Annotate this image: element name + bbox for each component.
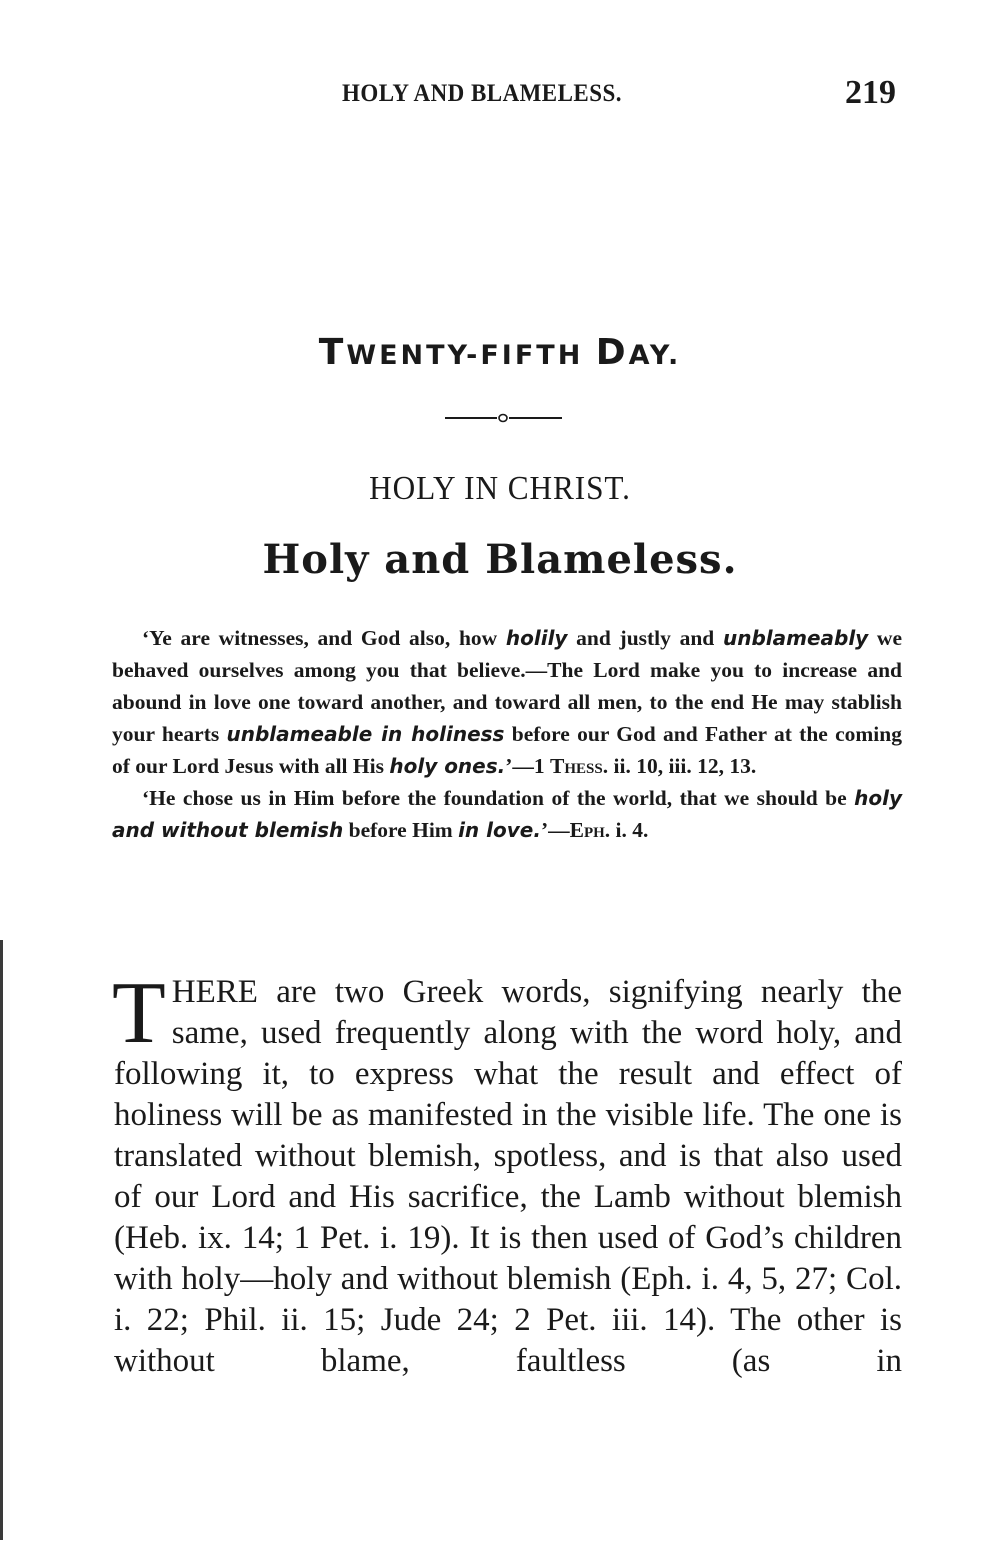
- page-edge-shadow: [0, 940, 3, 1540]
- quote-emphasis: unblameably: [722, 626, 869, 650]
- day-heading-rest-2: AY.: [628, 340, 682, 371]
- quote-text: ‘He chose us in Him before the foundation of the world, that we should be: [142, 786, 855, 810]
- drop-cap-continuation: HERE: [171, 974, 258, 1010]
- quote-text: ’—: [540, 818, 570, 842]
- epigraph-quote-2: [112, 782, 902, 846]
- epigraph-quote-1: [112, 622, 902, 782]
- running-head: HOLY AND BLAMELESS.: [342, 80, 622, 107]
- quote-text: before our God and Father at the coming of our Lord Jesus with all His: [112, 722, 902, 778]
- quote-text: ’—1: [505, 754, 551, 778]
- body-paragraph: [112, 965, 902, 1382]
- quote-text: before Him: [343, 818, 459, 842]
- quote-emphasis: unblameable in holiness: [226, 722, 505, 746]
- ornamental-divider: [445, 412, 562, 424]
- chapter-subtitle: Holy and Blameless.: [262, 536, 738, 583]
- divider-rule-icon: [445, 412, 562, 424]
- chapter-title: HOLY IN CHRIST.: [369, 470, 631, 507]
- body-text: [112, 965, 902, 1382]
- epigraph: [112, 622, 902, 846]
- day-heading-initial-1: T: [318, 332, 347, 373]
- quote-emphasis: in love.: [458, 818, 541, 842]
- quote-emphasis: holy ones.: [389, 754, 506, 778]
- drop-cap: T: [112, 965, 166, 1062]
- quote-text: and justly and: [567, 626, 723, 650]
- quote-text: ii. 10, iii. 12, 13.: [608, 754, 757, 778]
- quote-emphasis: holily: [505, 626, 568, 650]
- quote-text: ‘Ye are witnesses, and God also, how: [142, 626, 506, 650]
- day-heading: [0, 332, 1000, 373]
- scripture-reference: Eph.: [569, 818, 611, 842]
- day-heading-rest-1: WENTY-FIFTH: [346, 340, 596, 371]
- quote-emphasis: holy and without blemish: [112, 786, 902, 842]
- scripture-reference: Thess.: [550, 754, 609, 778]
- paragraph-text: are two Greek words, signifying nearly the same, used frequently along with the word holy, and following it, to express what the result and effect of holiness will be as manifested in the visible life. The one is translated without blemish, spotless, and is that also used of our Lord and His sacrifice, the Lamb without blemish (Heb. ix. 14; 1 Pet. i. 19). It is then used of God’s children with holy—holy and without blemish (Eph. i. 4, 5, 27; Col. i. 22; Phil. ii. 15; Jude 24; 2 Pet. iii. 14). The other is without blame, faultless (as in: [114, 974, 902, 1379]
- quote-text: i. 4.: [610, 818, 649, 842]
- day-heading-initial-2: D: [595, 332, 629, 373]
- quote-text: we behaved ourselves among you that believe.—The Lord make you to increase and abound in love one toward another, and toward all men, to the end He may stablish your hearts: [112, 626, 902, 746]
- page-number: 219: [845, 74, 896, 111]
